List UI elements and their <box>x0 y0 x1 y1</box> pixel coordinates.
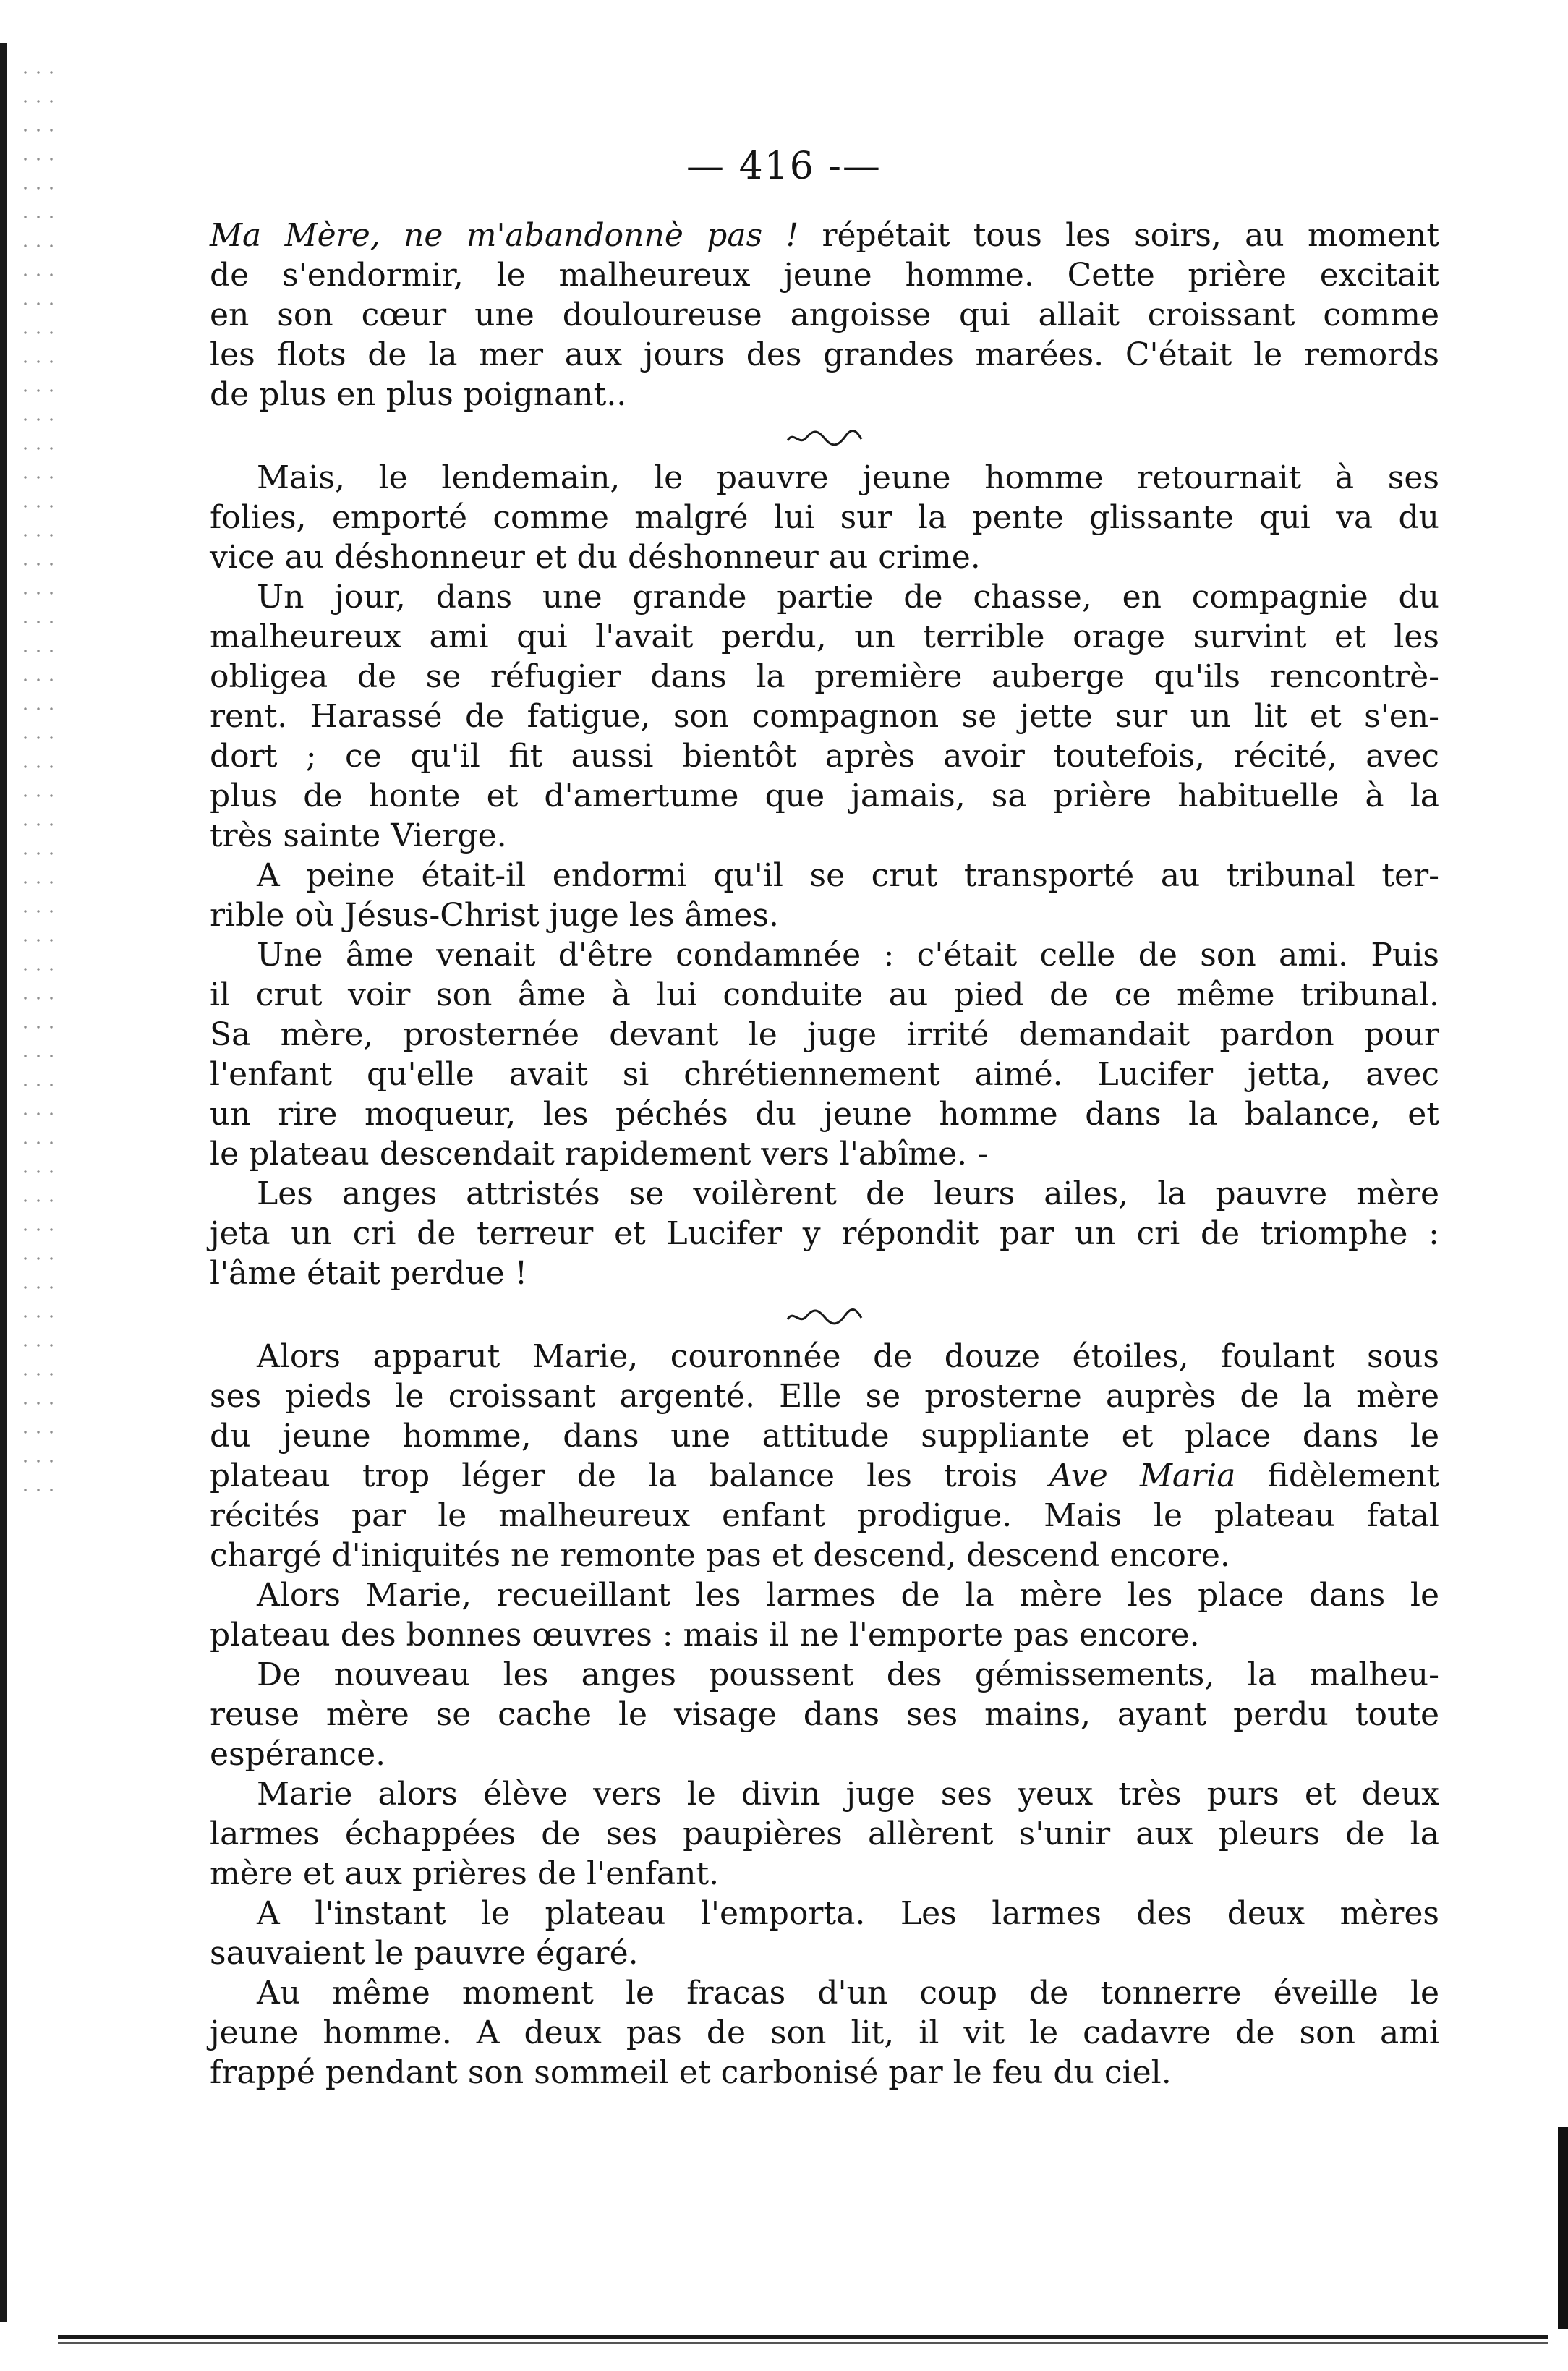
text-line: le plateau descendait rapidement vers l'abîme. - <box>210 1136 989 1172</box>
text-run: fidèlement <box>1235 1457 1440 1494</box>
binding-edge-shadow <box>0 43 16 2322</box>
italic-text: Ma Mère, ne m'abandonnè pas ! <box>210 217 799 254</box>
italic-text: Ave Maria <box>1049 1457 1236 1494</box>
paragraph <box>210 1655 1439 1774</box>
text-line <box>210 216 1439 255</box>
text-line: reuse mère se cache le visage dans ses mains, ayant perdu toute <box>210 1696 1439 1733</box>
text-run: plateau trop léger de la balance les trois <box>210 1457 1049 1494</box>
text-line: plateau des bonnes œuvres : mais il ne l'emporte pas encore. <box>210 1617 1200 1653</box>
text-line: rent. Harassé de fatigue, son compagnon se jette sur un lit et s'en- <box>210 698 1439 735</box>
body-text <box>210 216 1439 2093</box>
paragraph <box>210 1774 1439 1894</box>
text-line: chargé d'iniquités ne remonte pas et descend, descend encore. <box>210 1537 1230 1574</box>
text-line: Alors apparut Marie, couronnée de douze étoiles, foulant sous <box>257 1338 1439 1375</box>
text-line: obligea de se réfugier dans la première auberge qu'ils rencontrè- <box>210 658 1439 695</box>
text-run: répétait tous les soirs, au moment <box>798 217 1440 254</box>
text-line: malheureux ami qui l'avait perdu, un terrible orage survint et les <box>210 618 1439 655</box>
text-line: folies, emporté comme malgré lui sur la pente glissante qui va du <box>210 499 1439 536</box>
text-line: un rire moqueur, les péchés du jeune homme dans la balance, et <box>210 1096 1439 1133</box>
paragraph <box>210 216 1439 414</box>
text-line: rible où Jésus-Christ juge les âmes. <box>210 897 779 934</box>
text-line: De nouveau les anges poussent des gémissements, la malheu- <box>257 1656 1439 1693</box>
paragraph <box>210 1973 1439 2093</box>
paragraph <box>210 1575 1439 1655</box>
text-line: A peine était-il endormi qu'il se crut transporté au tribunal ter- <box>257 857 1439 894</box>
text-line: de s'endormir, le malheureux jeune homme. Cette prière excitait <box>210 257 1439 294</box>
flourish-icon <box>785 427 864 449</box>
text-line: les flots de la mer aux jours des grandes marées. C'était le remords <box>210 336 1439 373</box>
text-line <box>210 1456 1439 1496</box>
page-number: — 416 -— <box>686 145 882 188</box>
paragraph <box>210 1174 1439 1293</box>
text-line: plus de honte et d'amertume que jamais, sa prière habituelle à la <box>210 778 1439 814</box>
bottom-edge-rule <box>58 2335 1548 2339</box>
text-line: jeta un cri de terreur et Lucifer y répondit par un cri de triomphe : <box>210 1215 1439 1252</box>
text-line: de plus en plus poignant.. <box>210 376 627 413</box>
paragraph <box>210 1894 1439 1973</box>
text-line: Au même moment le fracas d'un coup de tonnerre éveille le <box>257 1975 1439 2012</box>
text-line: Alors Marie, recueillant les larmes de la mère les place dans le <box>257 1577 1439 1614</box>
text-line: larmes échappées de ses paupières allèrent s'unir aux pleurs de la <box>210 1816 1439 1852</box>
text-line: vice au déshonneur et du déshonneur au crime. <box>210 539 981 576</box>
text-line: très sainte Vierge. <box>210 817 507 854</box>
binding-edge-speckle <box>19 58 58 1504</box>
text-line: dort ; ce qu'il fit aussi bientôt après avoir toutefois, récité, avec <box>210 738 1439 775</box>
section-ornament <box>210 1293 1439 1337</box>
section-ornament <box>210 414 1439 458</box>
bottom-edge-rule-thin <box>58 2342 1548 2344</box>
text-line: ses pieds le croissant argenté. Elle se prosterne auprès de la mère <box>210 1378 1439 1415</box>
text-line: Un jour, dans une grande partie de chasse, en compagnie du <box>257 579 1439 616</box>
text-line: mère et aux prières de l'enfant. <box>210 1855 720 1892</box>
text-line: A l'instant le plateau l'emporta. Les larmes des deux mères <box>257 1895 1439 1932</box>
text-line: frappé pendant son sommeil et carbonisé par le feu du ciel. <box>210 2054 1172 2091</box>
text-line: l'âme était perdue ! <box>210 1255 528 1292</box>
paragraph <box>210 577 1439 856</box>
paragraph <box>210 935 1439 1174</box>
text-line: il crut voir son âme à lui conduite au pied de ce même tribunal. <box>210 976 1439 1013</box>
text-line: en son cœur une douloureuse angoisse qui allait croissant comme <box>210 297 1439 333</box>
text-line: Une âme venait d'être condamnée : c'était celle de son ami. Puis <box>257 937 1439 974</box>
text-line: Les anges attristés se voilèrent de leurs ailes, la pauvre mère <box>257 1175 1439 1212</box>
text-line: Marie alors élève vers le divin juge ses yeux très purs et deux <box>257 1776 1439 1813</box>
paragraph <box>210 1337 1439 1575</box>
right-edge-shadow <box>1558 2127 1568 2329</box>
text-line: l'enfant qu'elle avait si chrétiennement aimé. Lucifer jetta, avec <box>210 1056 1439 1093</box>
text-line: du jeune homme, dans une attitude suppliante et place dans le <box>210 1418 1439 1455</box>
text-line: Sa mère, prosternée devant le juge irrité demandait pardon pour <box>210 1016 1439 1053</box>
text-line: récités par le malheureux enfant prodigue. Mais le plateau fatal <box>210 1497 1439 1534</box>
text-line: jeune homme. A deux pas de son lit, il vit le cadavre de son ami <box>210 2014 1439 2051</box>
text-line: espérance. <box>210 1736 386 1773</box>
flourish-icon <box>785 1306 864 1328</box>
paragraph <box>210 458 1439 577</box>
text-line: sauvaient le pauvre égaré. <box>210 1935 639 1972</box>
paragraph <box>210 856 1439 935</box>
text-line: Mais, le lendemain, le pauvre jeune homme retournait à ses <box>257 459 1439 496</box>
